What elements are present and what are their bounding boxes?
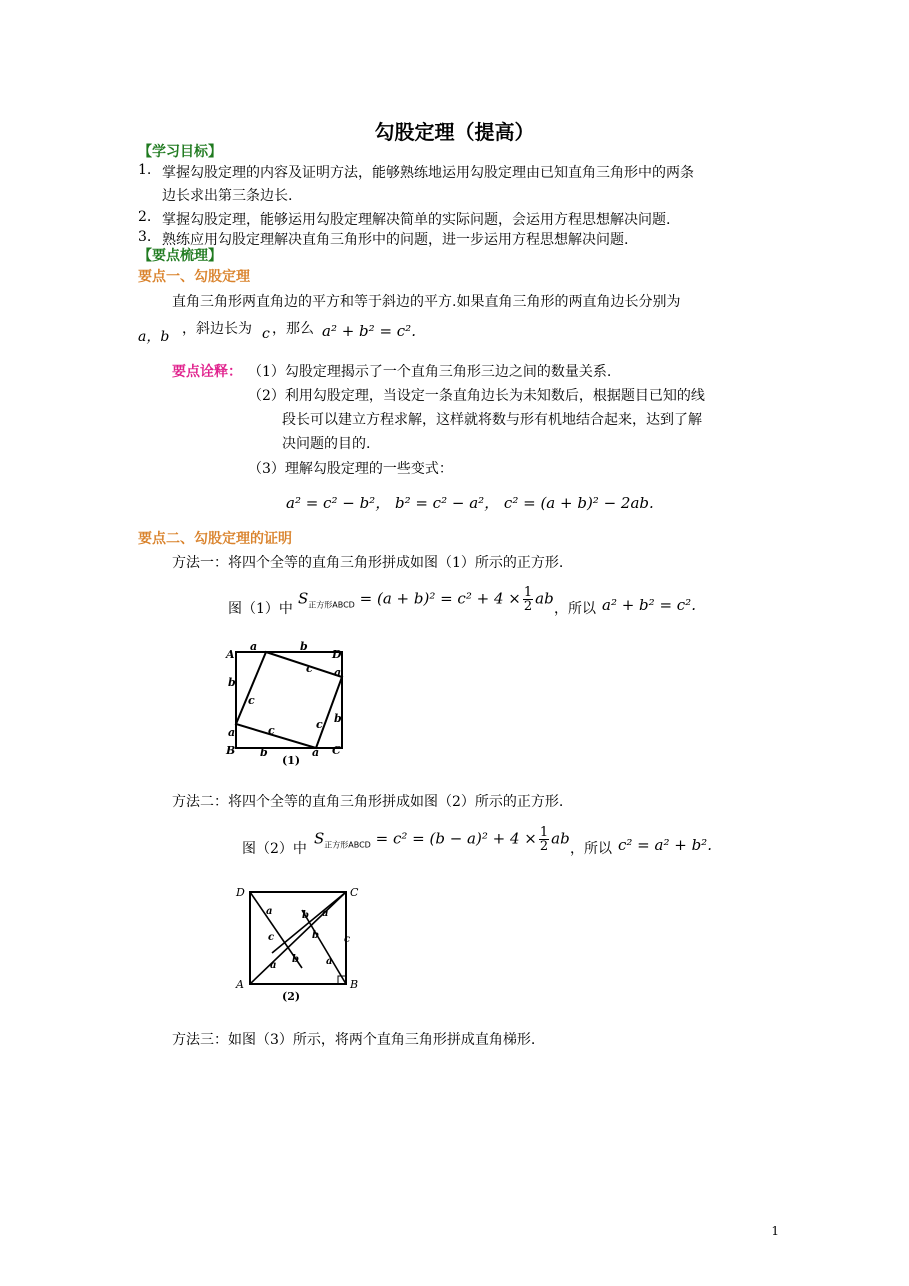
- fig2-label-b1: b: [302, 910, 309, 921]
- fig2-caption: (2): [282, 990, 301, 1003]
- fig1-label-c-bottom: c: [268, 724, 275, 737]
- point1-hyp-label: ，斜边长为: [182, 321, 252, 337]
- notes-label: 要点诠释：: [172, 364, 242, 380]
- fig1-label-a-top: a: [250, 640, 258, 653]
- point1-ab: a，b: [138, 329, 170, 345]
- fig1-label-b-bottom: b: [260, 746, 268, 759]
- figure-1-diagram: [222, 640, 352, 772]
- section-points-heading: 【要点梳理】: [138, 248, 222, 264]
- note-variants-formula: a² = c² − b²， b² = c² − a²， c² = (a + b)² − 2ab.: [286, 494, 654, 512]
- fig2-result: c² = a² + b².: [618, 836, 712, 854]
- fig2-line-b: [302, 910, 346, 984]
- note-2a: （2）利用勾股定理，当设定一条直角边长为未知数后，根据题目已知的线: [248, 388, 705, 404]
- fig1-label-a-left: a: [228, 726, 236, 739]
- point1-then: ，那么: [272, 321, 314, 337]
- fig1-result: a² + b² = c².: [602, 596, 696, 614]
- method3-text: 方法三：如图（3）所示，将两个直角三角形拼成直角梯形.: [172, 1032, 536, 1048]
- fig1-label-a-bottom: a: [312, 746, 320, 759]
- fig1-vertex-b: B: [226, 744, 236, 757]
- fig2-label-a4: a: [270, 960, 277, 971]
- fig2-line-c: [272, 892, 346, 953]
- fig2-vertex-a: A: [236, 978, 244, 991]
- fig2-label-c2: c: [344, 934, 351, 945]
- fig1-vertex-c: C: [332, 744, 341, 757]
- section-goals-heading: 【学习目标】: [138, 144, 222, 160]
- note-3: （3）理解勾股定理的一些变式：: [248, 461, 453, 477]
- fig2-vertex-d: D: [236, 886, 245, 899]
- fig2-vertex-c: C: [350, 886, 359, 899]
- fig1-caption: (1): [282, 754, 301, 767]
- fig1-vertex-d: D: [332, 648, 342, 661]
- fig1-label-b-top: b: [300, 640, 308, 653]
- page-number: 1: [771, 1224, 779, 1238]
- fig2-label-b3: b: [292, 954, 299, 965]
- fig2-label-b2: b: [312, 930, 319, 941]
- fig2-so: ，所以: [570, 841, 612, 857]
- goal-1-num: 1.: [138, 162, 152, 178]
- fig1-prefix: 图（1）中: [228, 601, 293, 617]
- method1-text: 方法一：将四个全等的直角三角形拼成如图（1）所示的正方形.: [172, 555, 564, 571]
- fig2-prefix: 图（2）中: [242, 841, 307, 857]
- goal-1-line2: 边长求出第三条边长.: [162, 188, 293, 204]
- fig2-label-a3: a: [326, 956, 333, 967]
- fig1-label-c-right: c: [316, 718, 323, 731]
- goal-3-line1: 熟练应用勾股定理解决直角三角形中的问题，进一步运用方程思想解决问题.: [162, 232, 629, 248]
- fig2-label-a1: a: [266, 906, 273, 917]
- fig1-label-a-right: a: [334, 666, 342, 679]
- fig1-label-b-left: b: [228, 676, 236, 689]
- fig1-label-c-left: c: [248, 694, 255, 707]
- fig2-vertex-b: B: [350, 978, 359, 991]
- fig1-label-c-top: c: [306, 662, 313, 675]
- point2-heading: 要点二、勾股定理的证明: [138, 531, 292, 547]
- figure-2-diagram: [232, 880, 362, 1008]
- note-2c: 决问题的目的.: [282, 436, 371, 452]
- fig2-label-c: c: [268, 932, 275, 943]
- fig2-label-a2: a: [322, 908, 329, 919]
- fig1-so: ，所以: [554, 601, 596, 617]
- point1-heading: 要点一、勾股定理: [138, 269, 250, 285]
- fig1-vertex-a: A: [226, 648, 235, 661]
- point1-text1: 直角三角形两直角边的平方和等于斜边的平方.如果直角三角形的两直角边长分别为: [172, 294, 681, 310]
- goal-1-line1: 掌握勾股定理的内容及证明方法，能够熟练地运用勾股定理由已知直角三角形中的两条: [162, 165, 694, 181]
- goal-2-num: 2.: [138, 209, 152, 225]
- goal-2-line1: 掌握勾股定理，能够运用勾股定理解决简单的实际问题，会运用方程思想解决问题.: [162, 212, 671, 228]
- fig2-formula: $S_{正方形ABCD} = c^2 = (b - a)^2 + 4$ × $\frac{1}{2}$ ab: [314, 825, 570, 854]
- note-2b: 段长可以建立方程求解，这样就将数与形有机地结合起来，达到了解: [282, 412, 702, 428]
- fig2-diagonal-ac: [250, 892, 346, 984]
- page-title: 勾股定理（提高）: [374, 120, 535, 144]
- point1-c: c: [262, 326, 270, 342]
- fig1-label-b-right: b: [334, 712, 342, 725]
- fig1-formula: $S_{正方形ABCD} = (a + b)^2 = c^2 + 4$ × $\frac{1}{2}$ ab: [298, 585, 554, 614]
- method2-text: 方法二：将四个全等的直角三角形拼成如图（2）所示的正方形.: [172, 794, 564, 810]
- point1-formula: a² + b² = c².: [322, 322, 416, 340]
- goal-3-num: 3.: [138, 229, 152, 245]
- note-1: （1）勾股定理揭示了一个直角三角形三边之间的数量关系.: [248, 364, 612, 380]
